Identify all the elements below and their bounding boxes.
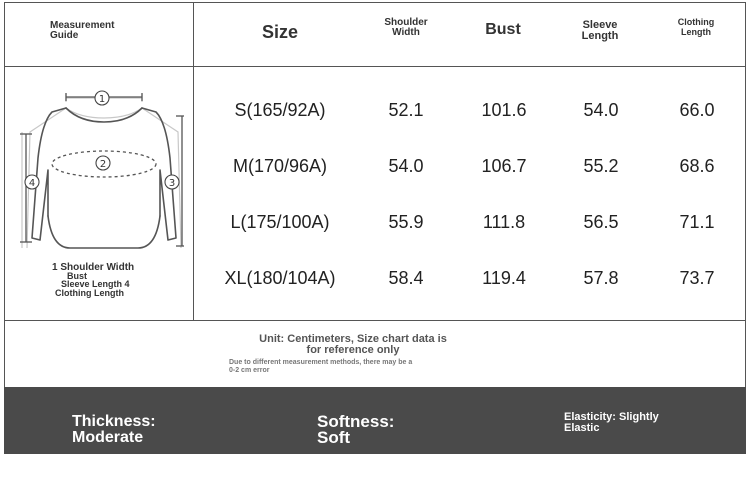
bust-cell: 106.7 <box>481 156 527 176</box>
marker-3: 3 <box>168 178 176 189</box>
legend-clothing-length: Clothing Length <box>55 288 124 298</box>
header-clothing-length: Clothing Length <box>677 17 715 37</box>
legend-shoulder-width: 1 Shoulder Width <box>52 262 135 273</box>
clothing-cell: 73.7 <box>679 268 715 288</box>
sleeve-cell: 55.2 <box>583 156 619 176</box>
garment-measurement-diagram <box>14 88 184 258</box>
sleeve-cell: 56.5 <box>583 212 619 232</box>
size-cell: S(165/92A) <box>234 100 326 120</box>
legend-sleeve-length: Sleeve Length 4 <box>61 279 130 289</box>
table-bottom-divider <box>4 320 746 321</box>
header-bust: Bust <box>485 21 521 38</box>
shoulder-cell: 55.9 <box>388 212 424 232</box>
softness-label: Softness: Soft <box>317 412 395 447</box>
sleeve-cell: 57.8 <box>583 268 619 288</box>
sleeve-cell: 54.0 <box>583 100 619 120</box>
guide-column-divider <box>193 2 194 320</box>
clothing-cell: 68.6 <box>679 156 715 176</box>
elasticity-label: Elasticity: Slightly Elastic <box>564 411 659 434</box>
size-cell: L(175/100A) <box>230 212 330 232</box>
measurement-error-note: Due to different measurement methods, there may be a 0-2 cm error <box>229 359 413 374</box>
marker-1: 1 <box>98 94 106 105</box>
header-divider <box>4 66 746 67</box>
thickness-label: Thickness: Moderate <box>72 413 156 446</box>
legend-bust: Bust <box>67 271 87 281</box>
unit-note: Unit: Centimeters, Size chart data is for reference only <box>259 333 447 356</box>
clothing-cell: 71.1 <box>679 212 715 232</box>
clothing-cell: 66.0 <box>679 100 715 120</box>
shoulder-cell: 58.4 <box>388 268 424 288</box>
size-cell: XL(180/104A) <box>224 268 336 288</box>
size-cell: M(170/96A) <box>232 156 328 176</box>
bust-cell: 119.4 <box>482 268 526 288</box>
bust-cell: 111.8 <box>482 212 526 232</box>
marker-4: 4 <box>28 178 36 189</box>
shoulder-cell: 52.1 <box>388 100 424 120</box>
marker-2: 2 <box>99 159 107 170</box>
bust-cell: 101.6 <box>481 100 527 120</box>
header-measurement-guide: Measurement Guide <box>50 20 115 41</box>
header-sleeve-length: Sleeve Length <box>581 19 619 42</box>
header-shoulder-width: Shoulder Width <box>384 17 428 38</box>
header-size: Size <box>261 22 299 42</box>
shoulder-cell: 54.0 <box>388 156 424 176</box>
